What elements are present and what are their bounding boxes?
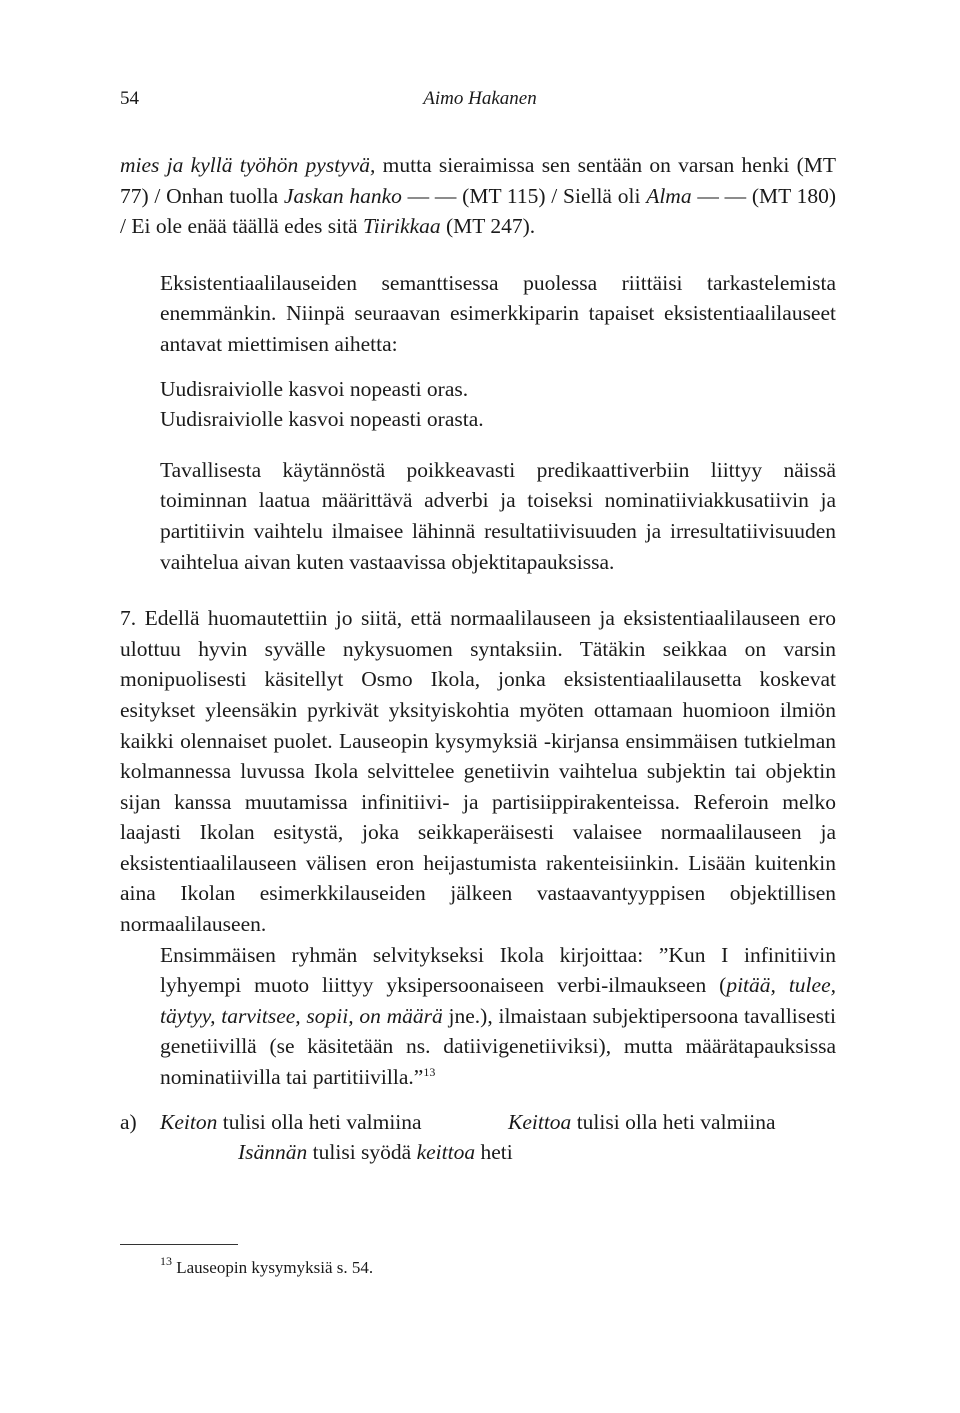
text-span: — — (MT 115) / Siellä oli <box>401 183 647 208</box>
text-span: (MT 247). <box>440 214 536 239</box>
page-number: 54 <box>120 88 139 109</box>
italic-phrase: Tiirikkaa <box>362 214 441 239</box>
example-row <box>120 1137 836 1168</box>
text-span: tulisi olla heti valmiina <box>571 1109 776 1134</box>
section-paragraph: 7. Edellä huomautettiin jo siitä, että normaalilauseen ja eksistentiaalilauseen ero ulottuu hyvin syvälle nykysuomen syntaksiin. Tätäkin seikkaa on varsin monipuolisesti käsitellyt Osmo Ikola, jonka eksistentiaalilausetta koskevat esitykset yleensäkin pyrkivät yksityiskohtia myöten ottamaan huomioon ilmiön kaikki olennaiset puolet. Lauseopin kysymyksiä -kirjansa ensimmäisen tutkielman kolmannessa luvussa Ikola selvittelee genetiivin vaihtelua subjektin tai objektin sijan kanssa muutamissa infinitiivi- ja partisiippirakenteissa. Referoin melko laajasti Ikolan esitystä, joka seikkaperäisesti valaisee normaalilauseen ja eksistentiaalilauseen välisen eron heijastumista rakenteisiinkin. Lisään kuitenkin aina Ikolan esimerkkilauseiden jälkeen vastaavantyyppisen objektillisen normaalilauseen. <box>120 606 836 937</box>
italic-phrase: Alma <box>646 183 692 208</box>
example-right <box>238 1137 513 1168</box>
body-text <box>120 150 836 1168</box>
italic-phrase: Jaskan hanko <box>283 183 402 208</box>
example-sentence: Uudisraiviolle kasvoi nopeasti orasta. <box>160 407 484 432</box>
text-span: jne.), ilmaistaan subjektipersoona tavallisesti genetiivillä (se käsitetään ns. datiivigenetiiviksi), mutta määrätapauksissa nominatiivilla tai partitiivilla.” <box>160 1003 836 1090</box>
footnote <box>160 1254 374 1278</box>
example-sentence: Uudisraiviolle kasvoi nopeasti oras. <box>160 376 469 401</box>
italic-phrase: Keittoa <box>508 1109 572 1134</box>
italic-phrase: mies ja kyllä työhön pystyvä, <box>120 153 376 177</box>
footnote-number: 13 <box>160 1254 172 1268</box>
paragraph: Tavallisesta käytännöstä poikkeavasti predikaattiverbiin liittyy näissä toiminnan laatua määrittävä adverbi ja toiseksi nominatiiviakkusatiivin ja partitiivin vaihtelu ilmaisee lähinnä resultatiivisuuden ja irresultatiivisuuden vaihtelua aivan kuten vastaavissa objektitapauksissa. <box>160 457 836 574</box>
page-header <box>120 88 840 116</box>
example-label: a) <box>120 1109 137 1134</box>
example-row <box>120 1107 836 1138</box>
italic-phrase: Keiton <box>160 1109 218 1134</box>
paragraph: Eksistentiaalilauseiden semanttisessa puolessa riittäisi tarkastelemista enemmänkin. Niinpä seuraavan esimerkkiparin tapaiset eksistentiaalilauseet antavat miettimisen aihetta: <box>160 270 836 356</box>
footnote-ref: 13 <box>423 1065 436 1080</box>
example-left <box>160 1107 422 1138</box>
italic-phrase: pitää, tulee, täytyy, tarvitsee, sopii, on määrä <box>160 973 836 1028</box>
running-head: Aimo Hakanen <box>423 88 537 109</box>
text-span: heti <box>475 1140 513 1165</box>
text-span: — — (MT 180) / Ei ole enää täällä edes sitä <box>120 183 837 239</box>
text-span: Ensimmäisen ryhmän selvitykseksi Ikola kirjoittaa: ”Kun I infinitiivin lyhyempi muoto liittyy yksipersoonaiseen verbi-ilmaukseen ( <box>160 942 836 998</box>
text-span: tulisi syödä <box>307 1140 417 1165</box>
text-span: tulisi olla heti valmiina <box>217 1109 422 1134</box>
italic-phrase: Isännän <box>238 1140 308 1165</box>
italic-phrase: keittoa <box>416 1140 476 1165</box>
footnote-rule <box>120 1244 238 1245</box>
paragraph <box>120 940 836 1093</box>
example-right <box>508 1107 776 1138</box>
footnote-text: Lauseopin kysymyksiä s. 54. <box>172 1258 374 1277</box>
text-span: mutta sieraimissa sen sentään on varsan henki (MT 77) / Onhan tuolla <box>120 153 836 208</box>
paragraph-continuation <box>120 150 836 242</box>
